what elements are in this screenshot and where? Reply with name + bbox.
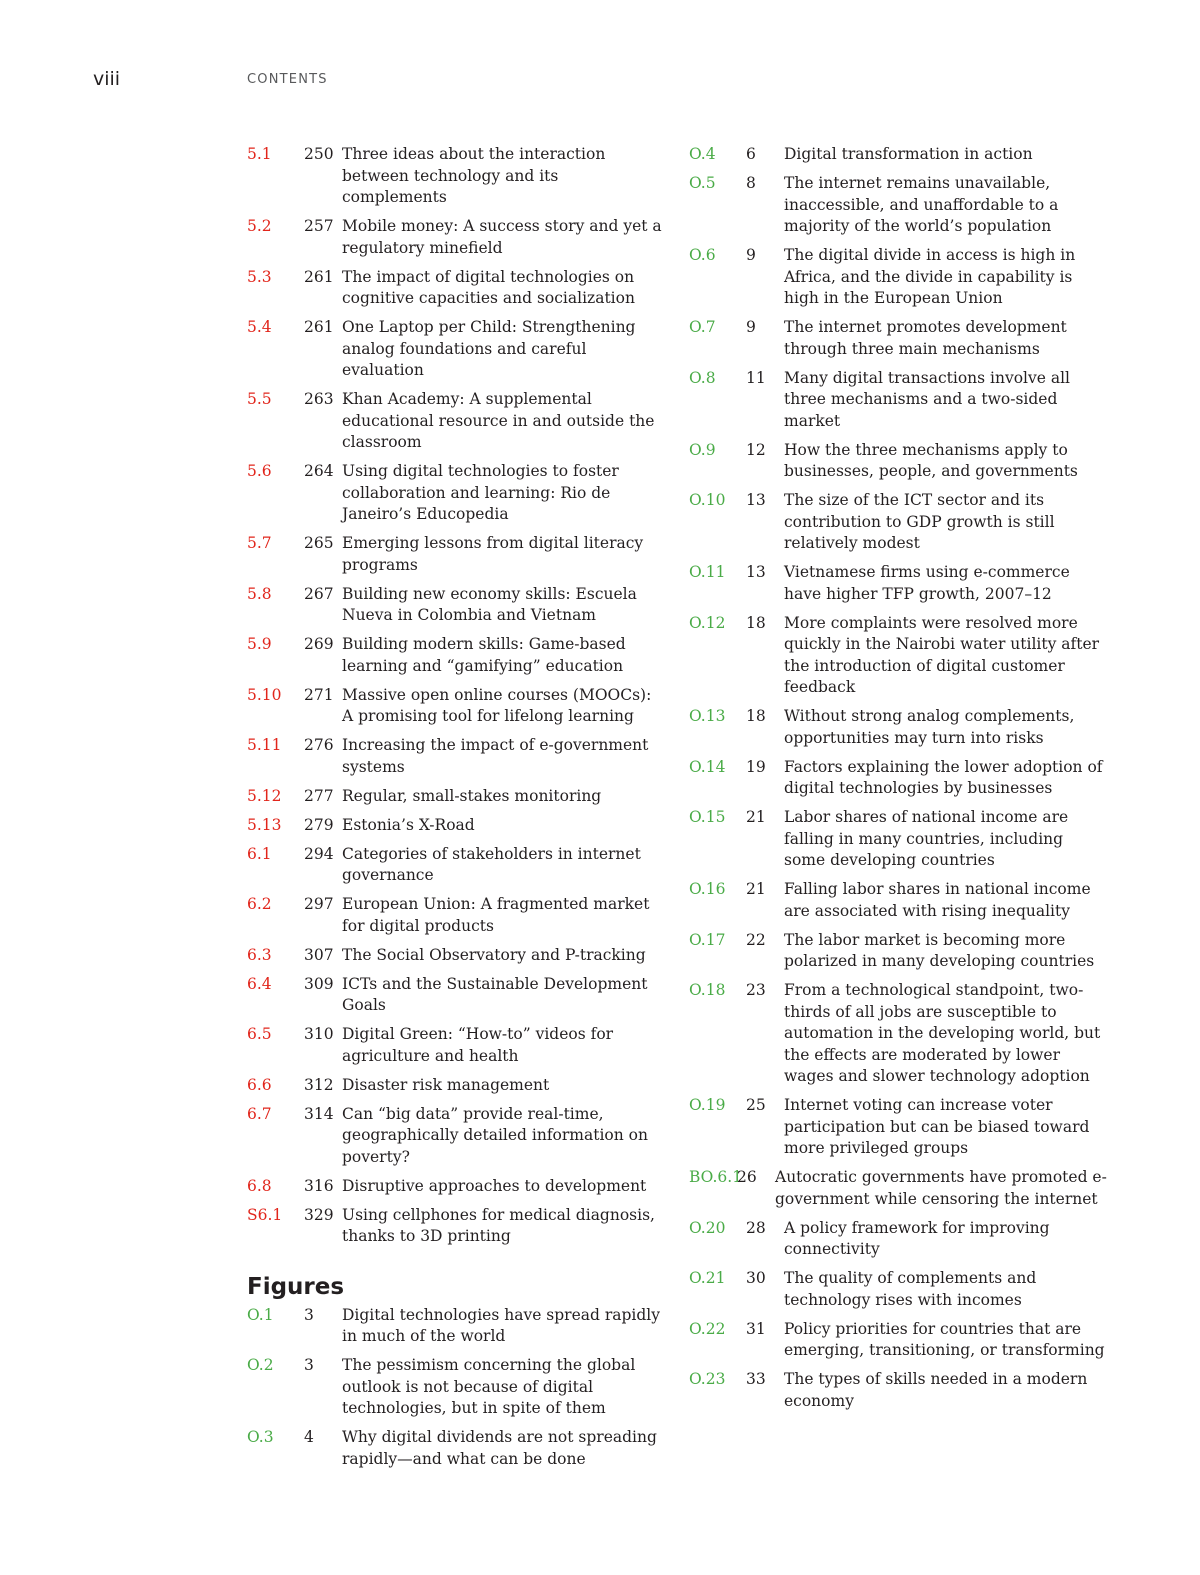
page-number: viii <box>93 68 121 90</box>
box-entry[interactable] <box>247 815 667 837</box>
figure-entry[interactable] <box>689 930 1109 973</box>
box-number: 6.6 <box>247 1075 272 1094</box>
page-ref: 11 <box>746 368 766 387</box>
page-ref: 271 <box>304 685 334 704</box>
figure-title: Factors explaining the lower adoption of digital technologies by businesses <box>784 757 1103 797</box>
figure-entry[interactable] <box>689 1369 1109 1412</box>
box-entry[interactable] <box>247 216 667 259</box>
box-number: 5.11 <box>247 736 282 754</box>
figure-number: O.10 <box>689 491 726 509</box>
page-ref: 21 <box>746 808 766 826</box>
box-title: ICTs and the Sustainable Development Goals <box>342 974 648 1014</box>
figure-number: O.14 <box>689 757 726 776</box>
box-title: Estonia’s X-Road <box>342 815 475 834</box>
box-title: The impact of digital technologies on cognitive capacities and socialization <box>342 267 635 307</box>
box-number: S6.1 <box>247 1205 283 1224</box>
page-ref: 3 <box>304 1305 314 1324</box>
page-ref: 250 <box>304 145 334 163</box>
page-ref: 23 <box>746 981 766 999</box>
box-number: 5.1 <box>247 145 272 163</box>
box-entry[interactable] <box>247 735 667 778</box>
figure-number: O.16 <box>689 880 726 898</box>
figure-title: Many digital transactions involve all three mechanisms and a two-sided market <box>784 368 1071 430</box>
page-ref: 269 <box>304 635 334 653</box>
box-entry[interactable] <box>247 144 667 209</box>
page-ref: 261 <box>304 267 334 286</box>
box-entry[interactable] <box>247 1205 667 1248</box>
figure-number: O.2 <box>247 1356 274 1374</box>
box-title: Regular, small-stakes monitoring <box>342 786 602 805</box>
box-number: 5.5 <box>247 390 272 408</box>
box-number: 6.4 <box>247 974 272 993</box>
page-ref: 25 <box>746 1096 766 1114</box>
page-ref: 31 <box>746 1319 766 1338</box>
figure-entry[interactable] <box>689 144 1109 166</box>
figure-title: Policy priorities for countries that are emerging, transitioning, or transforming <box>784 1319 1105 1359</box>
figure-entry[interactable] <box>689 1218 1109 1261</box>
figure-entry[interactable] <box>689 706 1109 749</box>
figure-number: O.1 <box>247 1305 274 1324</box>
box-entry[interactable] <box>247 844 667 887</box>
page-ref: 13 <box>746 491 766 509</box>
figure-title: Labor shares of national income are falling in many countries, including some developing countries <box>784 808 1069 869</box>
figure-entry[interactable] <box>689 368 1109 433</box>
box-title: Digital Green: “How-to” videos for agriculture and health <box>342 1025 614 1065</box>
box-entry[interactable] <box>247 894 667 937</box>
figure-number: BO.6.1 <box>689 1168 743 1186</box>
figure-entry[interactable] <box>247 1305 667 1348</box>
box-title: Using cellphones for medical diagnosis, thanks to 3D printing <box>342 1205 655 1245</box>
figure-entry[interactable] <box>689 245 1109 310</box>
box-title: Categories of stakeholders in internet governance <box>342 844 641 884</box>
box-number: 6.7 <box>247 1104 272 1123</box>
box-title: Can “big data” provide real-time, geographically detailed information on poverty? <box>342 1104 648 1166</box>
figure-title: The labor market is becoming more polarized in many developing countries <box>784 930 1095 970</box>
figure-entry[interactable] <box>689 613 1109 699</box>
page-ref: 13 <box>746 563 766 581</box>
box-entry[interactable] <box>247 634 667 677</box>
box-entry[interactable] <box>247 317 667 382</box>
figure-title: Digital transformation in action <box>784 145 1033 163</box>
box-title: Using digital technologies to foster collaboration and learning: Rio de Janeiro’s Educopedia <box>342 462 619 523</box>
page-ref: 9 <box>746 246 756 264</box>
box-title: European Union: A fragmented market for digital products <box>342 895 650 935</box>
box-title: Building new economy skills: Escuela Nueva in Colombia and Vietnam <box>342 584 637 624</box>
page-ref: 30 <box>746 1269 766 1287</box>
page-ref: 6 <box>746 145 756 163</box>
figure-entry[interactable] <box>689 757 1109 800</box>
box-number: 5.9 <box>247 635 272 653</box>
figure-number: O.21 <box>689 1269 726 1287</box>
figure-number: O.17 <box>689 930 726 949</box>
page-ref: 33 <box>746 1370 766 1388</box>
figure-number: O.11 <box>689 563 726 581</box>
page-ref: 18 <box>746 613 766 632</box>
figure-title: The digital divide in access is high in Africa, and the divide in capability is high in the European Union <box>784 246 1076 307</box>
figures-heading: Figures <box>247 1273 345 1300</box>
box-title: Mobile money: A success story and yet a regulatory minefield <box>342 217 662 257</box>
right-column <box>689 144 1109 1420</box>
box-number: 6.5 <box>247 1025 272 1043</box>
figure-number: O.3 <box>247 1428 274 1446</box>
box-number: 5.8 <box>247 584 272 603</box>
box-title: Disaster risk management <box>342 1075 550 1094</box>
figure-title: Without strong analog complements, opportunities may turn into risks <box>784 707 1075 747</box>
page-ref: 294 <box>304 844 334 863</box>
figure-title: How the three mechanisms apply to businesses, people, and governments <box>784 440 1078 480</box>
page-ref: 21 <box>746 880 766 898</box>
page-ref: 267 <box>304 584 334 603</box>
page-ref: 312 <box>304 1075 334 1094</box>
figures-list-right <box>689 144 1109 1412</box>
figure-number: O.18 <box>689 981 726 999</box>
page-ref: 263 <box>304 390 334 408</box>
figure-entry[interactable] <box>689 490 1109 555</box>
box-entry[interactable] <box>247 786 667 808</box>
box-number: 5.7 <box>247 534 272 552</box>
figure-entry[interactable] <box>689 1319 1109 1362</box>
box-number: 5.6 <box>247 462 272 480</box>
figure-title: The size of the ICT sector and its contribution to GDP growth is still relatively modest <box>784 491 1055 552</box>
figure-number: O.4 <box>689 145 716 163</box>
figure-number: O.23 <box>689 1370 726 1388</box>
figure-title: The pessimism concerning the global outlook is not because of digital technologies, but in spite of them <box>342 1356 636 1417</box>
figures-list-left <box>247 1305 667 1471</box>
box-entry[interactable] <box>247 974 667 1017</box>
box-title: Building modern skills: Game-based learning and “gamifying” education <box>342 635 626 675</box>
page-ref: 314 <box>304 1104 334 1123</box>
figure-title: The types of skills needed in a modern economy <box>784 1370 1088 1410</box>
page-ref: 309 <box>304 974 334 993</box>
figure-number: O.13 <box>689 707 726 725</box>
page-ref: 4 <box>304 1428 314 1446</box>
figure-entry[interactable] <box>689 317 1109 360</box>
figure-entry[interactable] <box>689 562 1109 605</box>
page-ref: 279 <box>304 815 334 834</box>
figure-title: The quality of complements and technology rises with incomes <box>784 1269 1037 1309</box>
page-ref: 316 <box>304 1176 334 1195</box>
figure-entry[interactable] <box>689 440 1109 483</box>
box-title: Khan Academy: A supplemental educational resource in and outside the classroom <box>342 390 655 451</box>
figure-number: O.9 <box>689 440 716 459</box>
page-ref: 12 <box>746 440 766 459</box>
figure-entry[interactable] <box>689 1167 1109 1210</box>
box-number: 5.3 <box>247 267 272 286</box>
page-ref: 3 <box>304 1356 314 1374</box>
box-title: Massive open online courses (MOOCs): A promising tool for lifelong learning <box>342 685 652 725</box>
figure-entry[interactable] <box>689 879 1109 922</box>
figure-entry[interactable] <box>247 1427 667 1470</box>
page-ref: 8 <box>746 174 756 192</box>
box-entry[interactable] <box>247 1176 667 1198</box>
box-entry[interactable] <box>247 267 667 310</box>
figure-title: Digital technologies have spread rapidly in much of the world <box>342 1305 661 1345</box>
figure-number: O.6 <box>689 246 716 264</box>
figure-number: O.12 <box>689 613 726 632</box>
box-title: The Social Observatory and P-tracking <box>342 945 646 964</box>
figure-title: The internet remains unavailable, inaccessible, and unaffordable to a majority of the world’s population <box>784 174 1059 235</box>
page-ref: 277 <box>304 786 334 805</box>
figure-title: Internet voting can increase voter participation but can be biased toward more privileged groups <box>784 1096 1090 1157</box>
box-entry[interactable] <box>247 1024 667 1067</box>
box-number: 6.3 <box>247 945 272 964</box>
running-head: CONTENTS <box>247 72 328 87</box>
page-ref: 261 <box>304 318 334 336</box>
figure-number: O.22 <box>689 1319 726 1338</box>
figure-title: Autocratic governments have promoted e-government while censoring the internet <box>775 1168 1107 1208</box>
box-title: Emerging lessons from digital literacy programs <box>342 534 644 574</box>
box-title: Increasing the impact of e-government systems <box>342 736 649 776</box>
figure-title: Falling labor shares in national income are associated with rising inequality <box>784 880 1091 920</box>
page-ref: 264 <box>304 462 334 480</box>
page-ref: 22 <box>746 930 766 949</box>
box-entry[interactable] <box>247 461 667 526</box>
box-title: One Laptop per Child: Strengthening analog foundations and careful evaluation <box>342 318 636 379</box>
box-entry[interactable] <box>247 685 667 728</box>
box-number: 6.1 <box>247 844 272 863</box>
box-entry[interactable] <box>247 533 667 576</box>
box-number: 6.2 <box>247 895 272 913</box>
page-ref: 18 <box>746 707 766 725</box>
box-title: Disruptive approaches to development <box>342 1176 647 1195</box>
box-number: 5.13 <box>247 815 282 834</box>
page-ref: 310 <box>304 1025 334 1043</box>
box-entry[interactable] <box>247 584 667 627</box>
page-ref: 19 <box>746 757 766 776</box>
box-number: 5.12 <box>247 786 282 805</box>
figure-title: Vietnamese firms using e-commerce have higher TFP growth, 2007–12 <box>784 563 1070 603</box>
figure-title: Why digital dividends are not spreading rapidly—and what can be done <box>342 1428 657 1468</box>
box-number: 5.10 <box>247 685 282 704</box>
figure-title: The internet promotes development through three main mechanisms <box>784 318 1067 358</box>
figure-title: More complaints were resolved more quickly in the Nairobi water utility after the introduction of digital customer feedback <box>784 613 1100 696</box>
box-number: 6.8 <box>247 1176 272 1195</box>
figure-entry[interactable] <box>247 1355 667 1420</box>
box-entry[interactable] <box>247 389 667 454</box>
figure-entry[interactable] <box>689 173 1109 238</box>
page-ref: 26 <box>737 1168 757 1186</box>
box-entry[interactable] <box>247 1075 667 1097</box>
boxes-list <box>247 144 667 1248</box>
figure-number: O.5 <box>689 174 716 192</box>
figure-entry[interactable] <box>689 1268 1109 1311</box>
page-ref: 28 <box>746 1218 766 1237</box>
page-ref: 265 <box>304 534 334 552</box>
figure-title: A policy framework for improving connectivity <box>784 1218 1050 1258</box>
page-ref: 297 <box>304 895 334 913</box>
figure-number: O.7 <box>689 318 716 336</box>
figure-number: O.8 <box>689 368 716 387</box>
left-column <box>247 144 667 1478</box>
figure-entry[interactable] <box>689 807 1109 872</box>
page-ref: 276 <box>304 736 334 754</box>
box-number: 5.4 <box>247 318 272 336</box>
page-ref: 257 <box>304 217 334 235</box>
box-entry[interactable] <box>247 1104 667 1169</box>
page-ref: 307 <box>304 945 334 964</box>
figure-entry[interactable] <box>689 1095 1109 1160</box>
box-number: 5.2 <box>247 217 272 235</box>
box-entry[interactable] <box>247 945 667 967</box>
figure-entry[interactable] <box>689 980 1109 1088</box>
figure-title: From a technological standpoint, two-thirds of all jobs are susceptible to automation in the developing world, but the effects are moderated by lower wages and slower technology adoption <box>784 981 1101 1085</box>
page-ref: 329 <box>304 1205 334 1224</box>
figure-number: O.19 <box>689 1096 726 1114</box>
page-ref: 9 <box>746 318 756 336</box>
box-title: Three ideas about the interaction between technology and its complements <box>342 145 606 206</box>
figure-number: O.15 <box>689 808 726 826</box>
figure-number: O.20 <box>689 1218 726 1237</box>
